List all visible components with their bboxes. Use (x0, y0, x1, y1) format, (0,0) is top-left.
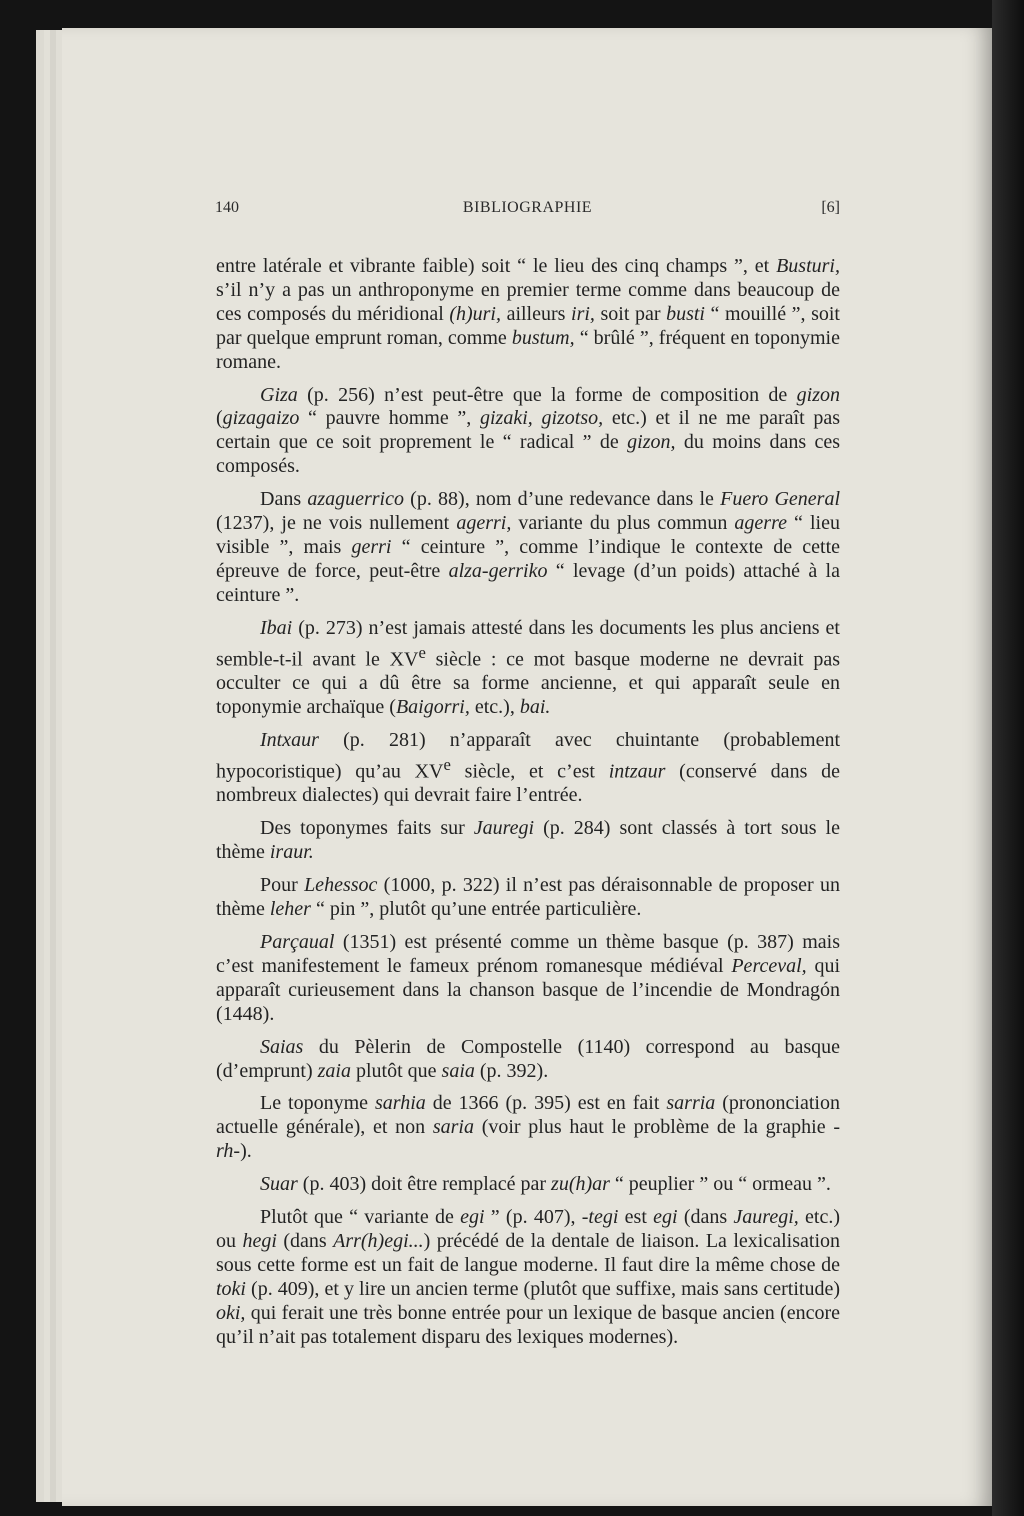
running-header (215, 199, 840, 221)
paragraph: Giza (p. 256) n’est peut-être que la forme de composition de gizon (gizagaizo “ pauvre homme ”, gizaki, gizotso, etc.) et il ne me paraît pas certain que ce soit proprement le “ radical ” de gizon, du moins dans ces composés. (216, 383, 841, 478)
paragraph: Saias du Pèlerin de Compostelle (1140) correspond au basque (d’emprunt) zaia plutôt que saia (p. 392). (216, 1035, 840, 1082)
paragraph: Intxaur (p. 281) n’apparaît avec chuintante (probablement hypocoristique) qu’au XVe siècle, et c’est intzaur (conservé dans de nombreux dialectes) qui devrait faire l’entrée. (216, 728, 840, 807)
paragraph: Pour Lehessoc (1000, p. 322) il n’est pas déraisonnable de proposer un thème leher “ pin ”, plutôt qu’une entrée particulière. (216, 874, 840, 921)
scan-background-right (992, 0, 1024, 1516)
section-number: [6] (821, 199, 840, 216)
page-number: 140 (215, 199, 239, 216)
paragraph: Parçaual (1351) est présenté comme un thème basque (p. 387) mais c’est manifestement le fameux prénom romanesque médiéval Perceval, qui apparaît curieusement dans la chanson basque de l’incendie de Mondragón (1448). (216, 930, 841, 1025)
paragraph: Suar (p. 403) doit être remplacé par zu(h)ar “ peuplier ” ou “ ormeau ”. (260, 1173, 831, 1196)
body-text (216, 255, 840, 1358)
running-title: BIBLIOGRAPHIE (462, 199, 593, 216)
paragraph: Des toponymes faits sur Jauregi (p. 284) sont classés à tort sous le thème iraur. (216, 817, 840, 864)
paragraph: entre latérale et vibrante faible) soit “ le lieu des cinq champs ”, et Busturi, s’il n’y a pas un anthroponyme en premier terme comme dans beaucoup de ces composés du méridional (h)uri, ailleurs iri, soit par busti “ mouillé ”, soit par quelque emprunt roman, comme bustum, “ brûlé ”, fréquent en toponymie romane. (216, 255, 840, 373)
paragraph: Plutôt que “ variante de egi ” (p. 407), -tegi est egi (dans Jauregi, etc.) ou hegi (dans Arr(h)egi...) précédé de la dentale de liaison. La lexicalisation sous cette forme est un fait de langue moderne. Il faut dire la même chose de toki (p. 409), et y lire un ancien terme (plutôt que suffixe, mais sans certitude) oki, qui ferait une très bonne entrée pour un lexique de basque ancien (encore qu’il n’ait pas totalement disparu des lexiques modernes). (216, 1206, 841, 1348)
paragraph: Le toponyme sarhia de 1366 (p. 395) est en fait sarria (prononciation actuelle générale), et non saria (voir plus haut le problème de la graphie -rh-). (216, 1092, 840, 1163)
paragraph: Ibai (p. 273) n’est jamais attesté dans les documents les plus anciens et semble-t-il avant le XVe siècle : ce mot basque moderne ne devrait pas occulter ce qui a dû être sa forme ancienne, et qui apparaît seule en toponymie archaïque (Baigorri, etc.), bai. (216, 616, 840, 719)
paragraph: Dans azaguerrico (p. 88), nom d’une redevance dans le Fuero General (1237), je ne vois nullement agerri, variante du plus commun agerre “ lieu visible ”, mais gerri “ ceinture ”, comme l’indique le contexte de cette épreuve de force, peut-être alza-gerriko “ levage (d’un poids) attaché à la ceinture ”. (216, 488, 841, 606)
